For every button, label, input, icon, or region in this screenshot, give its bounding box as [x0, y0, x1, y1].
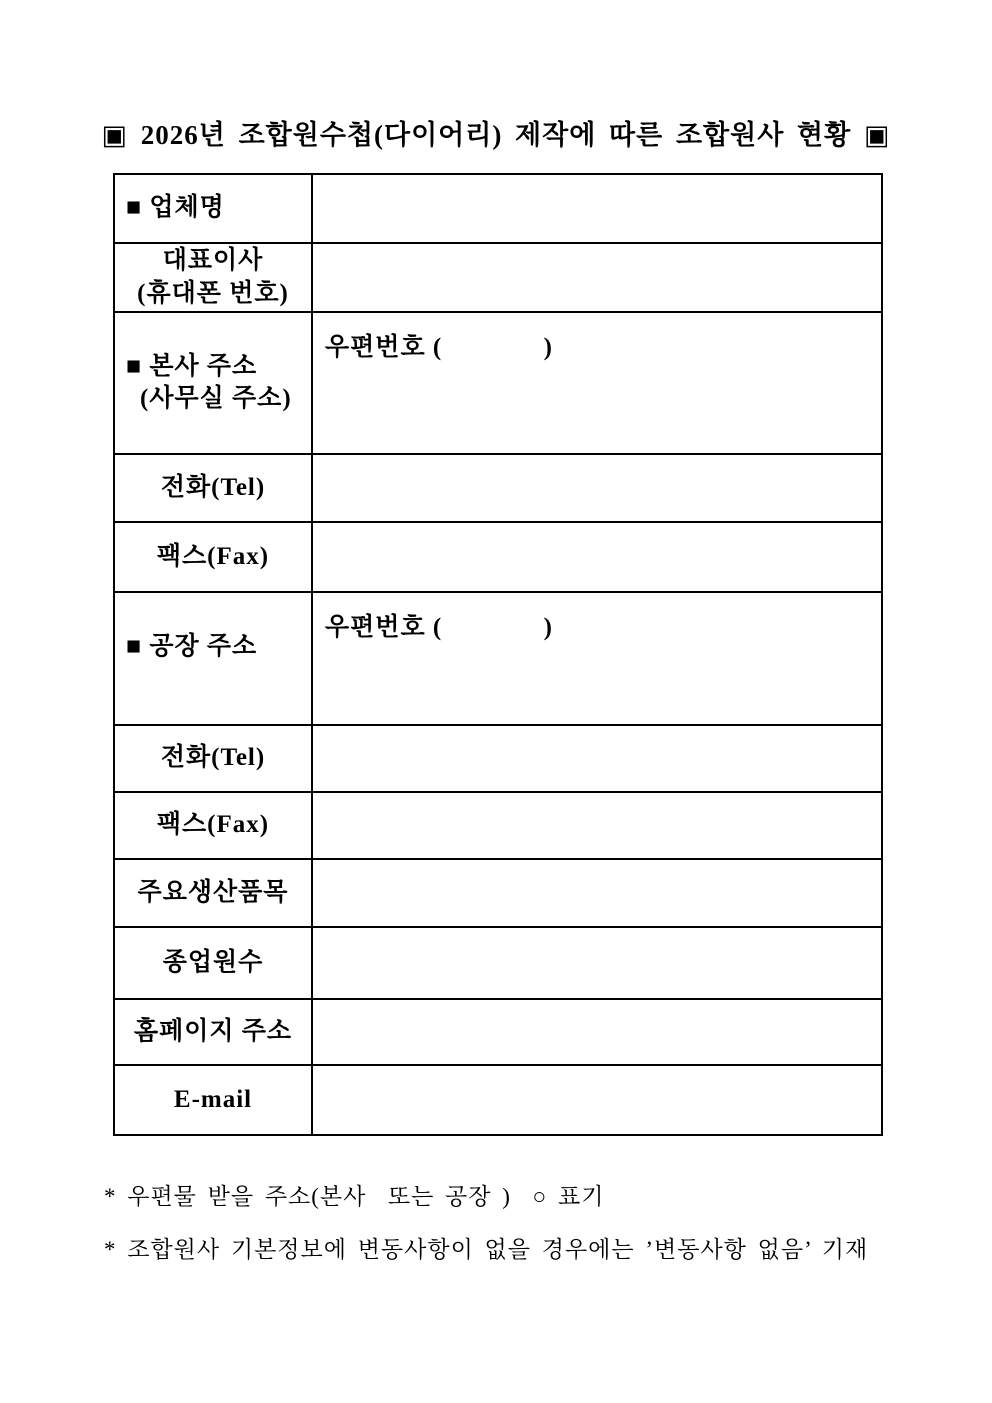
- member-info-table: [113, 173, 883, 1136]
- value-cell-factory-address-postal: 우편번호 ( ): [312, 592, 882, 725]
- row-label-email: [114, 1065, 312, 1135]
- label-line: 전화(Tel): [160, 744, 266, 772]
- value-cell-hq-tel: [312, 454, 882, 522]
- row-label-ceo: [114, 243, 312, 312]
- table-row-factory-fax: [114, 792, 882, 859]
- table-row-hq-fax: [114, 522, 882, 592]
- label-line: 전화(Tel): [160, 473, 266, 501]
- table-row-employee-count: [114, 927, 882, 999]
- table-row-homepage: [114, 999, 882, 1065]
- value-cell-company-name: [312, 174, 882, 243]
- table-row-email: [114, 1065, 882, 1135]
- page-title: ▣ 2026년 조합원수첩(다이어리) 제작에 따른 조합원사 현황 ▣: [101, 120, 891, 150]
- value-cell-main-products: [312, 859, 882, 927]
- label-line: 홈페이지 주소: [133, 1017, 293, 1045]
- value-cell-ceo: [312, 243, 882, 312]
- row-label-factory-tel: [114, 725, 312, 792]
- label-line: (휴대폰 번호): [137, 279, 289, 307]
- label-line: ■ 본사 주소: [126, 352, 258, 380]
- footnote-mailing-address: * 우편물 받을 주소(본사 또는 공장 ) ○ 표기: [104, 1184, 605, 1209]
- value-cell-hq-address-postal: 우편번호 ( ): [312, 312, 882, 454]
- row-label-homepage: [114, 999, 312, 1065]
- label-line: 주요생산품목: [137, 878, 289, 906]
- row-label-employee-count: [114, 927, 312, 999]
- table-row-main-products: [114, 859, 882, 927]
- table-row-ceo: [114, 243, 882, 312]
- row-label-hq-tel: [114, 454, 312, 522]
- value-cell-hq-fax: [312, 522, 882, 592]
- row-label-company-name: [114, 174, 312, 243]
- table-row-company-name: [114, 174, 882, 243]
- member-info-table-body: [114, 174, 882, 1135]
- label-line: 팩스(Fax): [156, 542, 270, 570]
- value-cell-homepage: [312, 999, 882, 1065]
- value-cell-employee-count: [312, 927, 882, 999]
- row-label-main-products: [114, 859, 312, 927]
- footnote-no-change: * 조합원사 기본정보에 변동사항이 없을 경우에는 ’변동사항 없음’ 기재: [104, 1237, 869, 1262]
- label-line: 종업원수: [162, 948, 264, 976]
- table-row-factory-tel: [114, 725, 882, 792]
- row-label-factory-fax: [114, 792, 312, 859]
- value-cell-email: [312, 1065, 882, 1135]
- label-line: 대표이사: [162, 247, 264, 274]
- row-label-factory-address: [114, 592, 312, 725]
- label-line: (사무실 주소): [140, 385, 292, 412]
- row-label-hq-address: [114, 312, 312, 454]
- value-cell-factory-tel: [312, 725, 882, 792]
- table-row-hq-address: [114, 312, 882, 454]
- table-row-factory-address: [114, 592, 882, 725]
- row-label-hq-fax: [114, 522, 312, 592]
- value-cell-factory-fax: [312, 792, 882, 859]
- table-row-hq-tel: [114, 454, 882, 522]
- label-line: ■ 업체명: [126, 194, 225, 222]
- label-line: E-mail: [173, 1085, 253, 1113]
- label-line: 팩스(Fax): [156, 811, 270, 839]
- label-line: ■ 공장 주소: [126, 632, 258, 660]
